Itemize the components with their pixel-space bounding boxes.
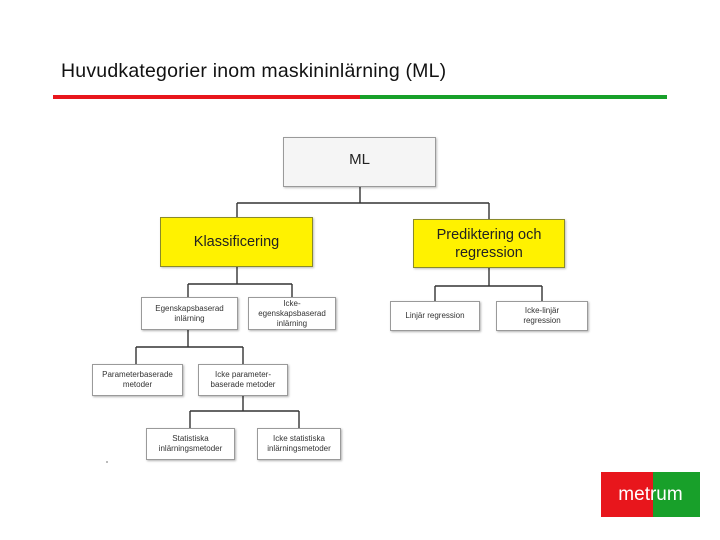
node-non-feature-based-learning: Icke- egenskapsbaserad inlärning (248, 297, 336, 330)
node-linear-regression: Linjär regression (390, 301, 480, 331)
node-prediction-regression: Prediktering och regression (413, 219, 565, 268)
page-title: Huvudkategorier inom maskininlärning (ML) (61, 60, 447, 82)
node-non-statistical-methods: Icke statistiska inlärningsmetoder (257, 428, 341, 460)
metrum-logo (601, 472, 700, 517)
node-statistical-methods: Statistiska inlärningsmetoder (146, 428, 235, 460)
node-non-parametric-methods: Icke parameter- baserade metoder (198, 364, 288, 396)
logo-text: metrum (618, 483, 683, 505)
node-ml: ML (283, 137, 436, 187)
node-classification: Klassificering (160, 217, 313, 267)
node-nonlinear-regression: Icke-linjär regression (496, 301, 588, 331)
node-parametric-methods: Parameterbaserade metoder (92, 364, 183, 396)
stray-mark (106, 461, 108, 463)
node-feature-based-learning: Egenskapsbaserad inlärning (141, 297, 238, 330)
